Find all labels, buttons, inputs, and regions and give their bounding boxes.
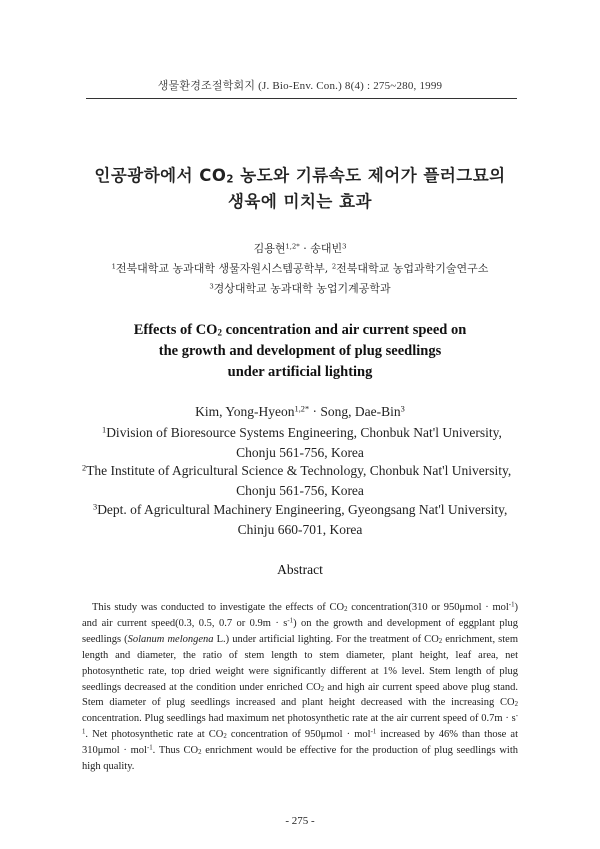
author-name: Song, Dae-Bin [320, 404, 401, 419]
author-name: 김용현 [253, 242, 286, 255]
abstract-text: ) on the growth and development of eggplant plug seedlings ( [82, 617, 518, 645]
page-number: - 275 - [285, 815, 315, 827]
affiliation-marker: 3 [342, 242, 347, 251]
superscript: -1 [287, 617, 294, 625]
abstract-body [82, 600, 518, 775]
abstract-text: ) and air current speed(0.3, 0.5, 0.7 or 0.9m · s [82, 602, 518, 629]
abstract-heading: Abstract [277, 562, 323, 577]
subscript: 2 [217, 327, 222, 338]
affiliation-text: Dept. of Agricultural Machinery Engineering, Gyeongsang Nat'l University, [97, 502, 508, 517]
affiliation-marker: 1,2* [294, 404, 310, 414]
subscript: 2 [226, 174, 235, 186]
abstract-text: This study was conducted to investigate the effects of CO [92, 602, 345, 613]
affiliation-marker: 1,2* [285, 242, 300, 251]
korean-affiliation-line1 [0, 260, 600, 276]
subscript: 2 [514, 701, 518, 709]
english-affiliation-3 [93, 502, 507, 518]
korean-title-text: 인공광하에서 CO [94, 166, 227, 185]
species-name: Solanum melongena [127, 633, 214, 645]
subscript: 2 [223, 733, 227, 741]
affiliation-text: Division of Bioresource Systems Engineering, Chonbuk Nat'l University, [106, 425, 502, 440]
abstract-text: enrichment, stem length and diameter, the ratio of stem length to stem diameter, plant height, leaf area, net photosynthetic rate, top dried weight were significantly different at 1% level. Stem length of plug seedlings decreased at the condition under enriched CO [82, 633, 518, 693]
english-affiliation-2-city: Chonju 561-756, Korea [236, 483, 364, 498]
affiliation-marker: 3 [209, 282, 214, 291]
author-name: 송대빈 [310, 242, 343, 255]
abstract-text: concentration of 950μmol · mol [226, 729, 371, 741]
abstract-text: enrichment would be effective for the production of plug seedlings with high quality. [82, 745, 519, 773]
english-authors [0, 404, 600, 420]
korean-title-text: 농도와 기류속도 제어가 플러그묘의 [234, 166, 506, 185]
english-title-text: Effects of CO [133, 322, 218, 338]
author-separator: · [299, 242, 311, 255]
english-title-line1 [0, 322, 600, 339]
affiliation-marker: 2 [331, 262, 337, 271]
abstract-text: L.) under artificial lighting. For the treatment of CO [213, 633, 439, 645]
running-head: 생물환경조절학회지 (J. Bio-Env. Con.) 8(4) : 275~280, 1999 [157, 80, 443, 92]
affiliation-text: 경상대학교 농과대학 농업기계공학과 [213, 282, 391, 295]
superscript: -1 [82, 712, 518, 736]
korean-title-line2: 생육에 미치는 효과 [227, 192, 372, 211]
english-title-line3: under artificial lighting [227, 364, 373, 380]
subscript: 2 [198, 749, 202, 757]
superscript: -1 [146, 744, 153, 752]
korean-authors [0, 240, 600, 256]
abstract-text: . Net photosynthetic rate at CO [85, 729, 224, 741]
korean-affiliation-line2 [0, 280, 600, 296]
author-name: Kim, Yong-Hyeon [195, 404, 295, 419]
english-title-text: concentration and air current speed on [221, 322, 467, 338]
superscript: -1 [370, 728, 377, 736]
affiliation-marker: 3 [93, 502, 98, 512]
affiliation-marker: 1 [111, 262, 116, 271]
abstract-text: concentration(310 or 950μmol · mol [347, 602, 509, 613]
affiliation-marker: 1 [102, 425, 107, 435]
affiliation-text: 전북대학교 농과대학 생물자원시스템공학부, [115, 262, 332, 275]
affiliation-marker: 3 [400, 404, 405, 414]
english-affiliation-2 [82, 463, 511, 479]
header-rule [86, 98, 517, 99]
subscript: 2 [320, 685, 325, 693]
english-affiliation-1-city: Chonju 561-756, Korea [236, 445, 364, 460]
affiliation-text: 전북대학교 농업과학기술연구소 [336, 262, 489, 275]
english-affiliation-1 [102, 425, 502, 441]
author-separator: · [309, 404, 321, 419]
abstract-text: concentration. Plug seedlings had maximum net photosynthetic rate at the air current speed of 0.7m · s [82, 713, 516, 725]
english-affiliation-3-city: Chinju 660-701, Korea [237, 522, 363, 537]
superscript: -1 [508, 601, 515, 609]
abstract-text: . Thus CO [152, 745, 199, 757]
abstract-text: increased by 46% than those at 310μmol · mol [82, 729, 519, 757]
english-title-line2: the growth and development of plug seedlings [158, 343, 442, 359]
affiliation-text: The Institute of Agricultural Science & Technology, Chonbuk Nat'l University, [86, 463, 512, 478]
affiliation-marker: 2 [82, 463, 87, 473]
abstract-text: and high air current speed above plug stand. Stem diameter of plug seedlings increased and plant height decreased with the increasing CO [82, 681, 518, 709]
subscript: 2 [438, 637, 443, 645]
korean-title-line1 [0, 162, 600, 186]
subscript: 2 [344, 606, 348, 614]
